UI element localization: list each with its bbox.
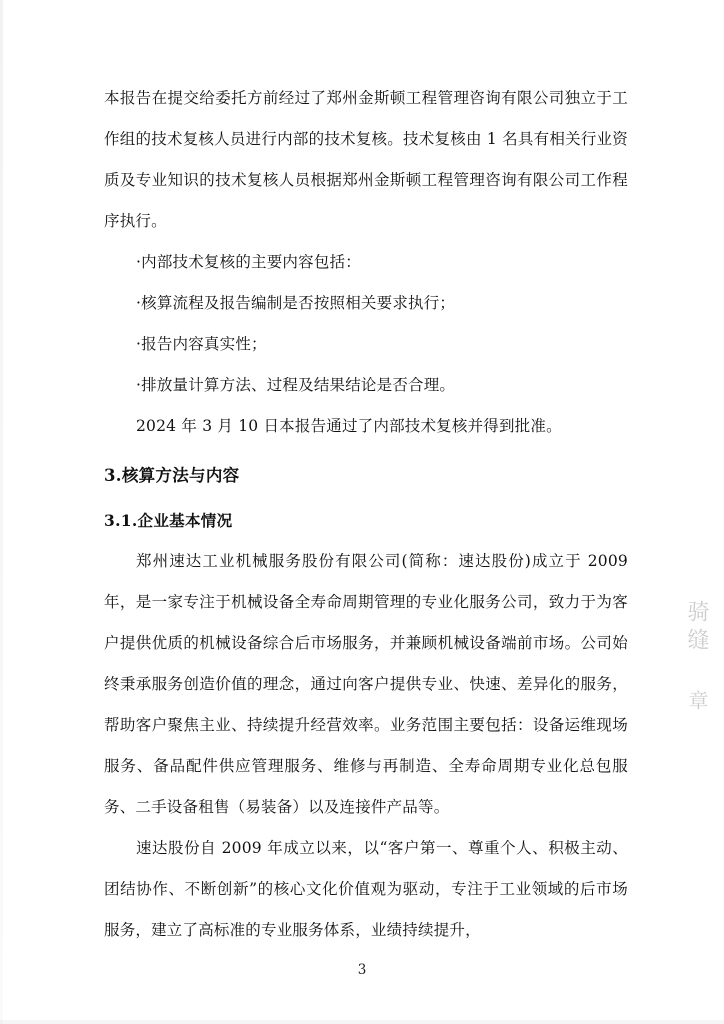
- seal-stamp-mark-top: 骑缝: [684, 600, 709, 656]
- bullet-item-2: ·核算流程及报告编制是否按照相关要求执行；: [136, 294, 456, 312]
- scan-bottom-artifact: [0, 1020, 724, 1024]
- bullet-item-3: ·报告内容真实性；: [136, 335, 267, 353]
- seal-stamp-mark-bottom: 章: [685, 690, 709, 716]
- intro-paragraph: 本报告在提交给委托方前经过了郑州金斯顿工程管理咨询有限公司独立于工作组的技术复核人员进行内部的技术复核。技术复核由 1 名具有相关行业资质及专业知识的技术复核人员根据郑州金斯顿工程管理咨询有限公司工作程序执行。: [104, 89, 628, 230]
- bullet-item-1: ·内部技术复核的主要内容包括：: [136, 253, 361, 271]
- scan-edge-artifact: [0, 0, 3, 1024]
- subsection-heading: 3.1.企业基本情况: [104, 511, 233, 530]
- company-profile-paragraph: 郑州速达工业机械服务股份有限公司(简称：速达股份)成立于 2009 年，是一家专注于机械设备全寿命周期管理的专业化服务公司，致力于为客户提供优质的机械设备综合后市场服务，并兼顾机械设备端前市场。公司始终秉承服务创造价值的理念，通过向客户提供专业、快速、差异化的服务，帮助客户聚焦主业、持续提升经营效率。业务范围主要包括：设备运维现场服务、备品配件供应管理服务、维修与再制造、全寿命周期专业化总包服务、二手设备租售（易装备）以及连接件产品等。: [104, 552, 628, 816]
- bullet-item-4: ·排放量计算方法、过程及结果结论是否合理。: [136, 376, 456, 394]
- page-number: 3: [357, 962, 367, 978]
- approval-paragraph: 2024 年 3 月 10 日本报告通过了内部技术复核并得到批准。: [136, 417, 562, 435]
- culture-paragraph: 速达股份自 2009 年成立以来，以“客户第一、尊重个人、积极主动、团结协作、不断创新”的核心文化价值观为驱动，专注于工业领域的后市场服务，建立了高标准的专业服务体系，业绩持续提升，: [104, 839, 628, 939]
- section-heading: 3.核算方法与内容: [104, 466, 240, 485]
